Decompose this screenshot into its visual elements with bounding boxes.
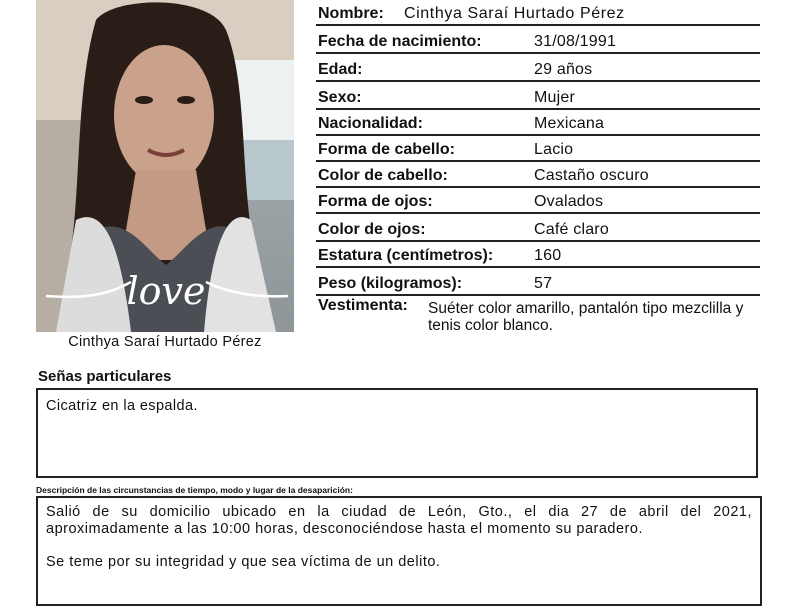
field-value: 57 bbox=[534, 275, 553, 292]
field-forma-cabello bbox=[316, 136, 760, 162]
field-value: 31/08/1991 bbox=[534, 33, 617, 50]
senas-title: Señas particulares bbox=[38, 368, 172, 385]
field-value: 160 bbox=[534, 247, 562, 264]
vestimenta-value: Suéter color amarillo, pantalón tipo mezclilla y tenis color blanco. bbox=[428, 300, 744, 334]
field-value: Mexicana bbox=[534, 115, 605, 132]
field-label: Color de ojos: bbox=[318, 221, 426, 238]
vestimenta-label: Vestimenta: bbox=[318, 297, 408, 314]
field-forma-ojos bbox=[316, 188, 760, 214]
field-value: Castaño oscuro bbox=[534, 167, 649, 184]
field-value: 29 años bbox=[534, 61, 593, 78]
descripcion-paragraph-2: Se teme por su integridad y que sea víctima de un delito. bbox=[46, 554, 441, 570]
field-label: Peso (kilogramos): bbox=[318, 275, 463, 292]
field-label: Estatura (centímetros): bbox=[318, 247, 494, 264]
senas-box bbox=[36, 388, 758, 478]
field-sexo bbox=[316, 84, 760, 110]
field-label: Color de cabello: bbox=[318, 167, 448, 184]
field-label: Forma de cabello: bbox=[318, 141, 455, 158]
field-nombre bbox=[316, 0, 760, 26]
field-value: Ovalados bbox=[534, 193, 604, 210]
field-value: Cinthya Saraí Hurtado Pérez bbox=[404, 5, 625, 22]
field-estatura bbox=[316, 242, 760, 268]
descripcion-paragraph-1: Salió de su domicilio ubicado en la ciudad de León, Gto., el dia 27 de abril del 2021, aproximadamente a las 10:00 horas, desconociéndose hasta el momento su paradero. bbox=[46, 504, 752, 537]
field-value: Café claro bbox=[534, 221, 609, 238]
field-label: Nacionalidad: bbox=[318, 115, 423, 132]
descripcion-box bbox=[36, 496, 762, 606]
field-label: Fecha de nacimiento: bbox=[318, 33, 482, 50]
field-label: Forma de ojos: bbox=[318, 193, 433, 210]
field-peso bbox=[316, 270, 760, 296]
person-photo bbox=[36, 0, 294, 332]
field-fecha-nacimiento bbox=[316, 28, 760, 54]
field-value: Lacio bbox=[534, 141, 574, 158]
field-label: Sexo: bbox=[318, 89, 362, 106]
field-color-cabello bbox=[316, 162, 760, 188]
field-nacionalidad bbox=[316, 110, 760, 136]
field-edad bbox=[316, 56, 760, 82]
portrait-illustration bbox=[36, 0, 294, 332]
senas-text: Cicatriz en la espalda. bbox=[46, 398, 198, 414]
love-overlay-text: love bbox=[126, 269, 206, 313]
field-value: Mujer bbox=[534, 89, 576, 106]
field-color-ojos bbox=[316, 216, 760, 242]
field-label: Edad: bbox=[318, 61, 363, 78]
descripcion-title: Descripción de las circunstancias de tiempo, modo y lugar de la desaparición: bbox=[36, 485, 353, 495]
photo-caption: Cinthya Saraí Hurtado Pérez bbox=[68, 334, 262, 350]
field-label: Nombre: bbox=[318, 5, 384, 22]
